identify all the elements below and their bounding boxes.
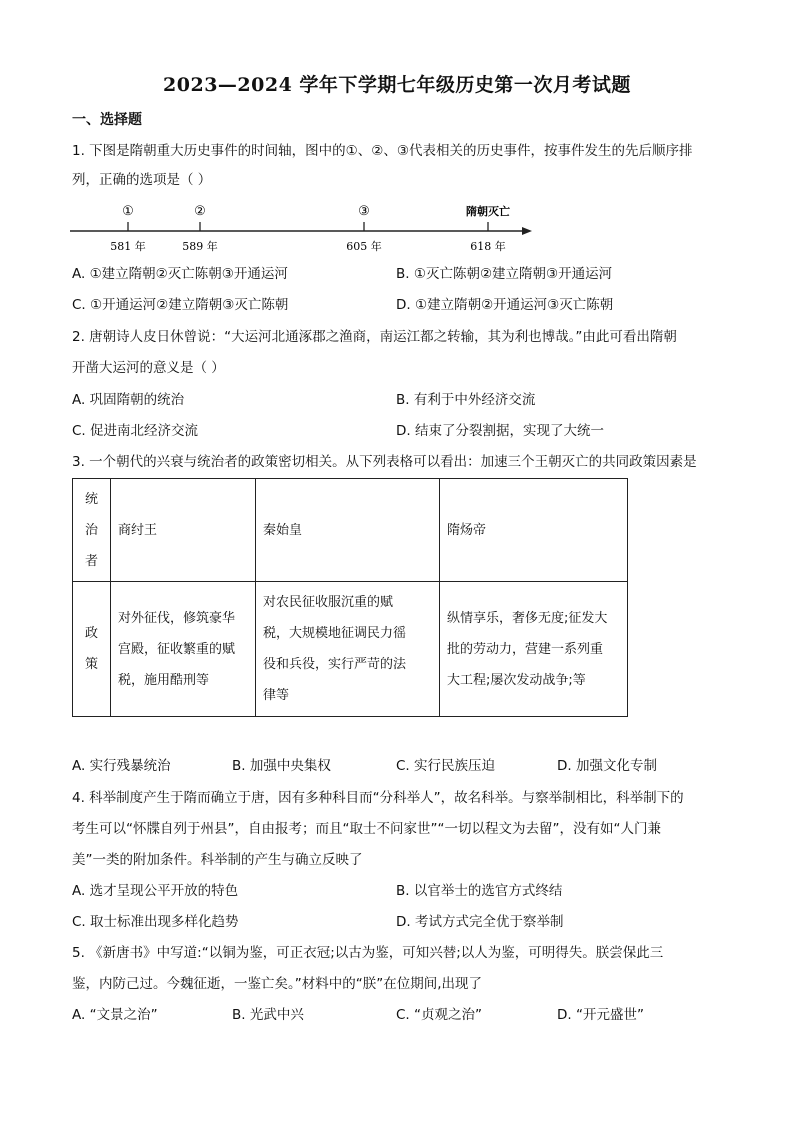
q1-option-d[interactable]: D. ①建立隋朝②开通运河③灭亡陈朝 bbox=[396, 297, 614, 313]
q3-stem-line1: 3. 一个朝代的兴衰与统治者的政策密切相关。从下列表格可以看出：加速三个王朝灭亡的共同政策因素是 bbox=[72, 454, 697, 470]
q4-option-d[interactable]: D. 考试方式完全优于察举制 bbox=[396, 914, 564, 930]
q1-option-b[interactable]: B. ①灭亡陈朝②建立隋朝③开通运河 bbox=[396, 266, 613, 282]
q2-option-a[interactable]: A. 巩固隋朝的统治 bbox=[72, 392, 185, 408]
q4-stem-line2: 考生可以“怀牒自列于州县”，自由报考；而且“取士不问家世”“一切以程文为去留”，没有如“人门兼 bbox=[72, 821, 661, 837]
policy-line: 对农民征收服沉重的赋 bbox=[263, 595, 394, 610]
q1-stem-line2: 列，正确的选项是（ ） bbox=[72, 172, 212, 188]
section-heading: 一、选择题 bbox=[72, 112, 142, 128]
q5-option-c[interactable]: C. “贞观之治” bbox=[396, 1007, 482, 1023]
q4-stem-line1: 4. 科举制度产生于隋而确立于唐，因有多种科目而“分科举人”，故名科举。与察举制相比，科举制下的 bbox=[72, 790, 684, 806]
table-row-rulers bbox=[73, 479, 628, 582]
table-cell-policy-qin bbox=[256, 582, 440, 717]
q3-option-c[interactable]: C. 实行民族压迫 bbox=[396, 758, 496, 774]
timeline-svg bbox=[70, 200, 540, 255]
q1-option-a[interactable]: A. ①建立隋朝②灭亡陈朝③开通运河 bbox=[72, 266, 288, 282]
q1-option-c[interactable]: C. ①开通运河②建立隋朝③灭亡陈朝 bbox=[72, 297, 289, 313]
table-cell-ruler-shang: 商纣王 bbox=[111, 479, 256, 582]
policy-line: 对外征伐，修筑豪华 bbox=[118, 610, 236, 626]
policy-line: 税，施用酷刑等 bbox=[118, 672, 210, 688]
policy-line: 律等 bbox=[263, 688, 290, 703]
policy-line: 大工程;屡次发动战争;等 bbox=[447, 672, 586, 688]
table-cell-policy-sui bbox=[440, 582, 628, 717]
q2-option-c[interactable]: C. 促进南北经济交流 bbox=[72, 423, 199, 439]
timeline-marker-1: ① bbox=[122, 204, 134, 219]
header-char: 者 bbox=[84, 553, 98, 569]
timeline-arrow-icon bbox=[522, 227, 532, 235]
timeline-year-589: 589 年 bbox=[182, 240, 218, 253]
q2-stem-line1: 2. 唐朝诗人皮日休曾说：“大运河北通涿郡之渔商，南运江都之转输，其为利也博哉。”由此可看出隋朝 bbox=[72, 329, 677, 345]
policy-line: 纵情享乐，奢侈无度;征发大 bbox=[447, 610, 608, 626]
timeline-marker-3: ③ bbox=[358, 204, 370, 219]
q1-timeline bbox=[70, 200, 540, 259]
q4-option-a[interactable]: A. 选才呈现公平开放的特色 bbox=[72, 883, 239, 899]
timeline-year-605: 605 年 bbox=[346, 240, 382, 253]
q5-option-a[interactable]: A. “文景之治” bbox=[72, 1007, 158, 1023]
timeline-year-581: 581 年 bbox=[110, 240, 146, 253]
table-row-policies bbox=[73, 582, 628, 717]
timeline-year-618: 618 年 bbox=[470, 240, 506, 253]
q5-option-b[interactable]: B. 光武中兴 bbox=[232, 1007, 304, 1023]
q4-option-b[interactable]: B. 以官举士的选官方式终结 bbox=[396, 883, 563, 899]
q5-stem-line1: 5. 《新唐书》中写道:“以铜为鉴，可正衣冠;以古为鉴，可知兴替;以人为鉴，可明得失。朕尝保此三 bbox=[72, 945, 664, 961]
q5-stem-line2: 鉴，内防己过。今魏征逝，一鉴亡矣。”材料中的“朕”在位期间,出现了 bbox=[72, 976, 483, 992]
timeline-marker-sui-fall: 隋朝灭亡 bbox=[466, 205, 510, 218]
policy-line: 役和兵役，实行严苛的法 bbox=[263, 657, 407, 672]
table-cell-ruler-sui: 隋炀帝 bbox=[440, 479, 628, 582]
table-header-rulers bbox=[73, 479, 111, 582]
q4-option-c[interactable]: C. 取士标准出现多样化趋势 bbox=[72, 914, 239, 930]
q2-stem-line2: 开凿大运河的意义是（ ） bbox=[72, 360, 225, 376]
q5-option-d[interactable]: D. “开元盛世” bbox=[557, 1007, 644, 1023]
table-cell-policy-shang bbox=[111, 582, 256, 717]
rulers-policy-table bbox=[72, 478, 628, 717]
policy-line: 批的劳动力，营建一系列重 bbox=[447, 641, 604, 657]
q1-stem-line1: 1. 下图是隋朝重大历史事件的时间轴，图中的①、②、③代表相关的历史事件，按事件发生的先后顺序排 bbox=[72, 143, 693, 159]
q2-option-b[interactable]: B. 有利于中外经济交流 bbox=[396, 392, 536, 408]
table-cell-ruler-qin: 秦始皇 bbox=[256, 479, 440, 582]
timeline-marker-2: ② bbox=[194, 204, 206, 219]
q2-option-d[interactable]: D. 结束了分裂割据，实现了大统一 bbox=[396, 423, 604, 439]
q3-option-b[interactable]: B. 加强中央集权 bbox=[232, 758, 331, 774]
policy-line: 宫殿，征收繁重的赋 bbox=[118, 641, 236, 657]
q4-stem-line3: 美”一类的附加条件。科举制的产生与确立反映了 bbox=[72, 852, 363, 868]
q3-option-d[interactable]: D. 加强文化专制 bbox=[557, 758, 657, 774]
table-header-policy bbox=[73, 582, 111, 717]
header-char: 治 bbox=[84, 522, 98, 538]
policy-line: 税，大规模地征调民力徭 bbox=[263, 626, 407, 641]
header-char: 政 bbox=[84, 626, 98, 641]
header-char: 统 bbox=[84, 491, 98, 507]
q3-option-a[interactable]: A. 实行残暴统治 bbox=[72, 758, 171, 774]
header-char: 策 bbox=[84, 657, 98, 672]
exam-title: 2023—2024 学年下学期七年级历史第一次月考试题 bbox=[163, 74, 631, 96]
